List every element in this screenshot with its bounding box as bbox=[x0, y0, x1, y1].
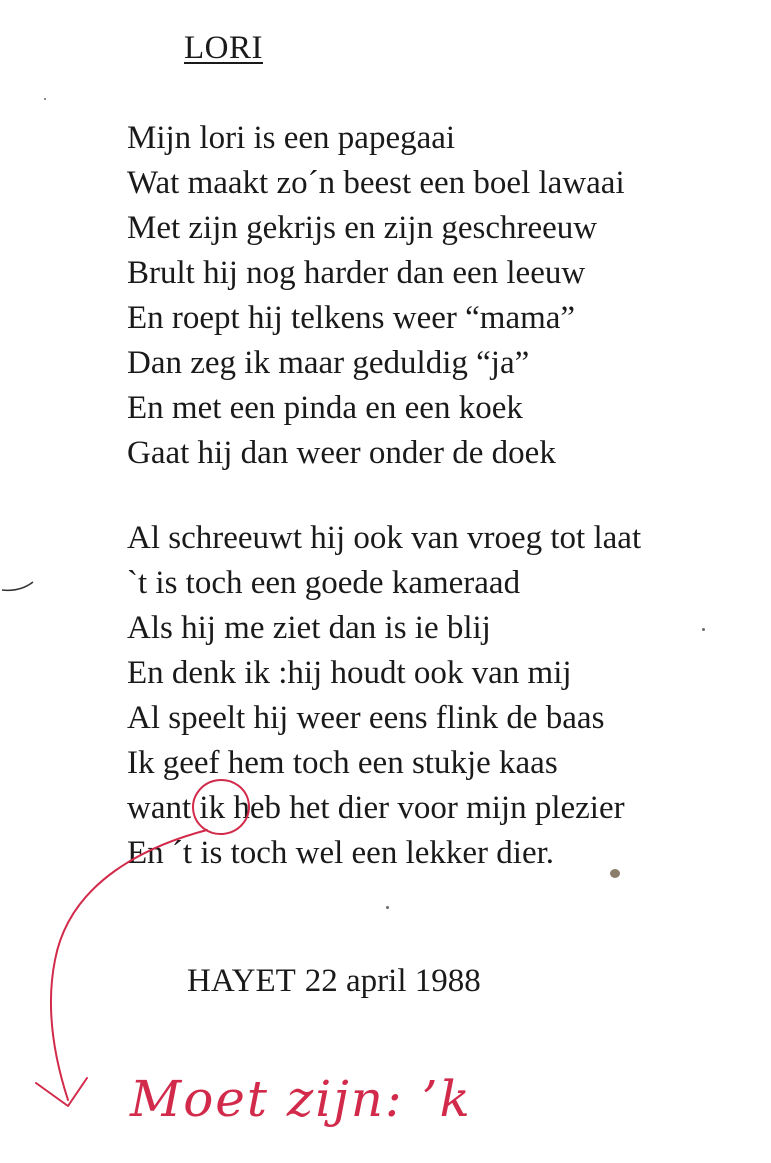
poem-line: En ´t is toch wel een lekker dier. bbox=[127, 835, 555, 871]
correction-arrow-curve bbox=[51, 830, 207, 1100]
arrow-head-icon bbox=[36, 1078, 87, 1106]
poem-title: LORI bbox=[184, 30, 263, 66]
margin-mark bbox=[2, 582, 33, 590]
poem-line: Dan zeg ik maar geduldig “ja” bbox=[127, 345, 530, 381]
poem-line: Mijn lori is een papegaai bbox=[127, 120, 456, 156]
poem-line: `t is toch een goede kameraad bbox=[127, 565, 521, 601]
paper-speck bbox=[44, 98, 46, 100]
handwritten-note: Moet zijn: ’k bbox=[130, 1070, 472, 1128]
poem-line: want ik heb het dier voor mijn plezier bbox=[127, 790, 625, 826]
paper-speck bbox=[386, 906, 389, 909]
signature-date: 22 april 1988 bbox=[304, 963, 481, 999]
poem-line: En denk ik :hij houdt ook van mij bbox=[127, 655, 572, 691]
correction-circle bbox=[190, 776, 253, 837]
paper-speck bbox=[610, 869, 620, 878]
poem-line: Wat maakt zo´n beest een boel lawaai bbox=[127, 165, 625, 201]
poem-line: Gaat hij dan weer onder de doek bbox=[127, 435, 556, 471]
signature-author: HAYET bbox=[187, 963, 296, 999]
paper-speck bbox=[702, 628, 705, 631]
poem-line: Al speelt hij weer eens flink de baas bbox=[127, 700, 605, 736]
poem-line: En roept hij telkens weer “mama” bbox=[127, 300, 576, 336]
poem-line: Al schreeuwt hij ook van vroeg tot laat bbox=[127, 520, 642, 556]
poem-line: Brult hij nog harder dan een leeuw bbox=[127, 255, 586, 291]
poem-line: Met zijn gekrijs en zijn geschreeuw bbox=[127, 210, 598, 246]
poem-line: En met een pinda en een koek bbox=[127, 390, 523, 426]
poem-line: Ik geef hem toch een stukje kaas bbox=[127, 745, 558, 781]
poem-line: Als hij me ziet dan is ie blij bbox=[127, 610, 491, 646]
